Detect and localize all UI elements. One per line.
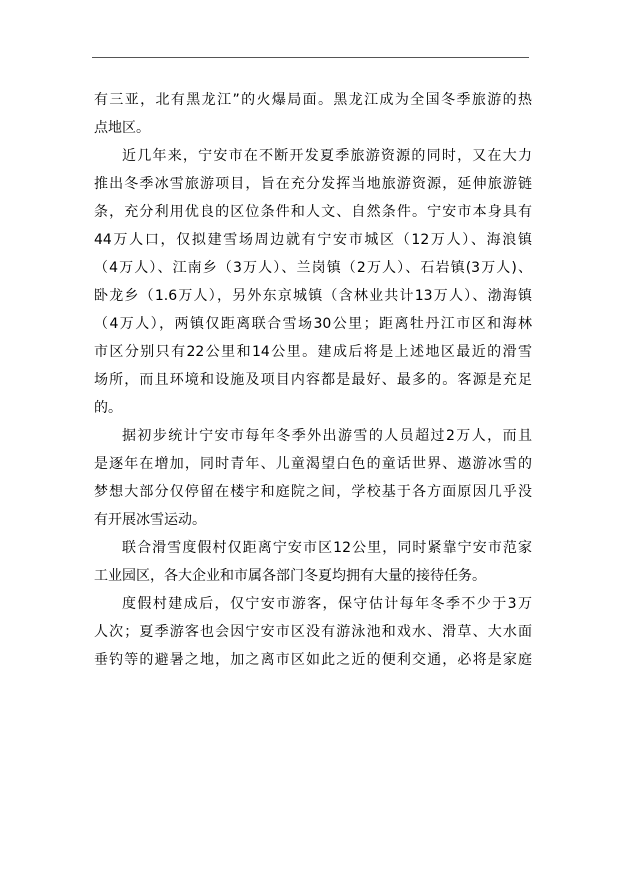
text-line: 有开展冰雪运动。	[94, 512, 206, 528]
text-line: 垂钓等的避暑之地，加之离市区如此之近的便利交通，必将是家庭	[94, 652, 532, 668]
text-line: 有三亚，北有黑龙江”的火爆局面。黑龙江成为全国冬季旅游的热	[94, 92, 532, 108]
text-line: 是逐年在增加，同时青年、儿童渴望白色的童话世界、遨游冰雪的	[94, 456, 532, 472]
paragraph	[94, 422, 532, 534]
text-line: （4万人），两镇仅距离联合雪场30公里；距离牡丹江市区和海林	[94, 316, 532, 332]
text-line: 推出冬季冰雪旅游项目，旨在充分发挥当地旅游资源，延伸旅游链	[94, 176, 532, 192]
paragraph	[94, 590, 532, 674]
text-line: 据初步统计宁安市每年冬季外出游雪的人员超过2万人，而且	[122, 428, 532, 444]
text-line: 近几年来，宁安市在不断开发夏季旅游资源的同时，又在大力	[122, 148, 532, 164]
text-line: 条，充分利用优良的区位条件和人文、自然条件。宁安市本身具有	[94, 204, 532, 220]
text-line: 44万人口，仅拟建雪场周边就有宁安市城区（12万人）、海浪镇	[94, 232, 532, 248]
paragraph	[94, 534, 532, 590]
header-rule	[92, 57, 529, 58]
text-line: 市区分别只有22公里和14公里。建成后将是上述地区最近的滑雪	[94, 344, 532, 360]
body-text	[94, 86, 532, 674]
text-line: 人次；夏季游客也会因宁安市区没有游泳池和戏水、滑草、大水面	[94, 624, 532, 640]
paragraph-continued	[94, 86, 532, 142]
paragraph	[94, 142, 532, 422]
text-line: 度假村建成后，仅宁安市游客，保守估计每年冬季不少于3万	[122, 596, 532, 612]
text-line: 的。	[94, 400, 122, 416]
text-line: 梦想大部分仅停留在楼宇和庭院之间，学校基于各方面原因几乎没	[94, 484, 532, 500]
text-line: 联合滑雪度假村仅距离宁安市区12公里，同时紧靠宁安市范家	[122, 540, 532, 556]
text-line: 点地区。	[94, 120, 150, 136]
text-line: （4万人）、江南乡（3万人）、兰岗镇（2万人）、石岩镇(3万人)、	[94, 260, 532, 276]
text-line: 卧龙乡（1.6万人），另外东京城镇（含林业共计13万人）、渤海镇	[94, 288, 532, 304]
text-line: 场所，而且环境和设施及项目内容都是最好、最多的。客源是充足	[94, 372, 532, 388]
text-line: 工业园区，各大企业和市属各部门冬夏均拥有大量的接待任务。	[94, 568, 486, 584]
